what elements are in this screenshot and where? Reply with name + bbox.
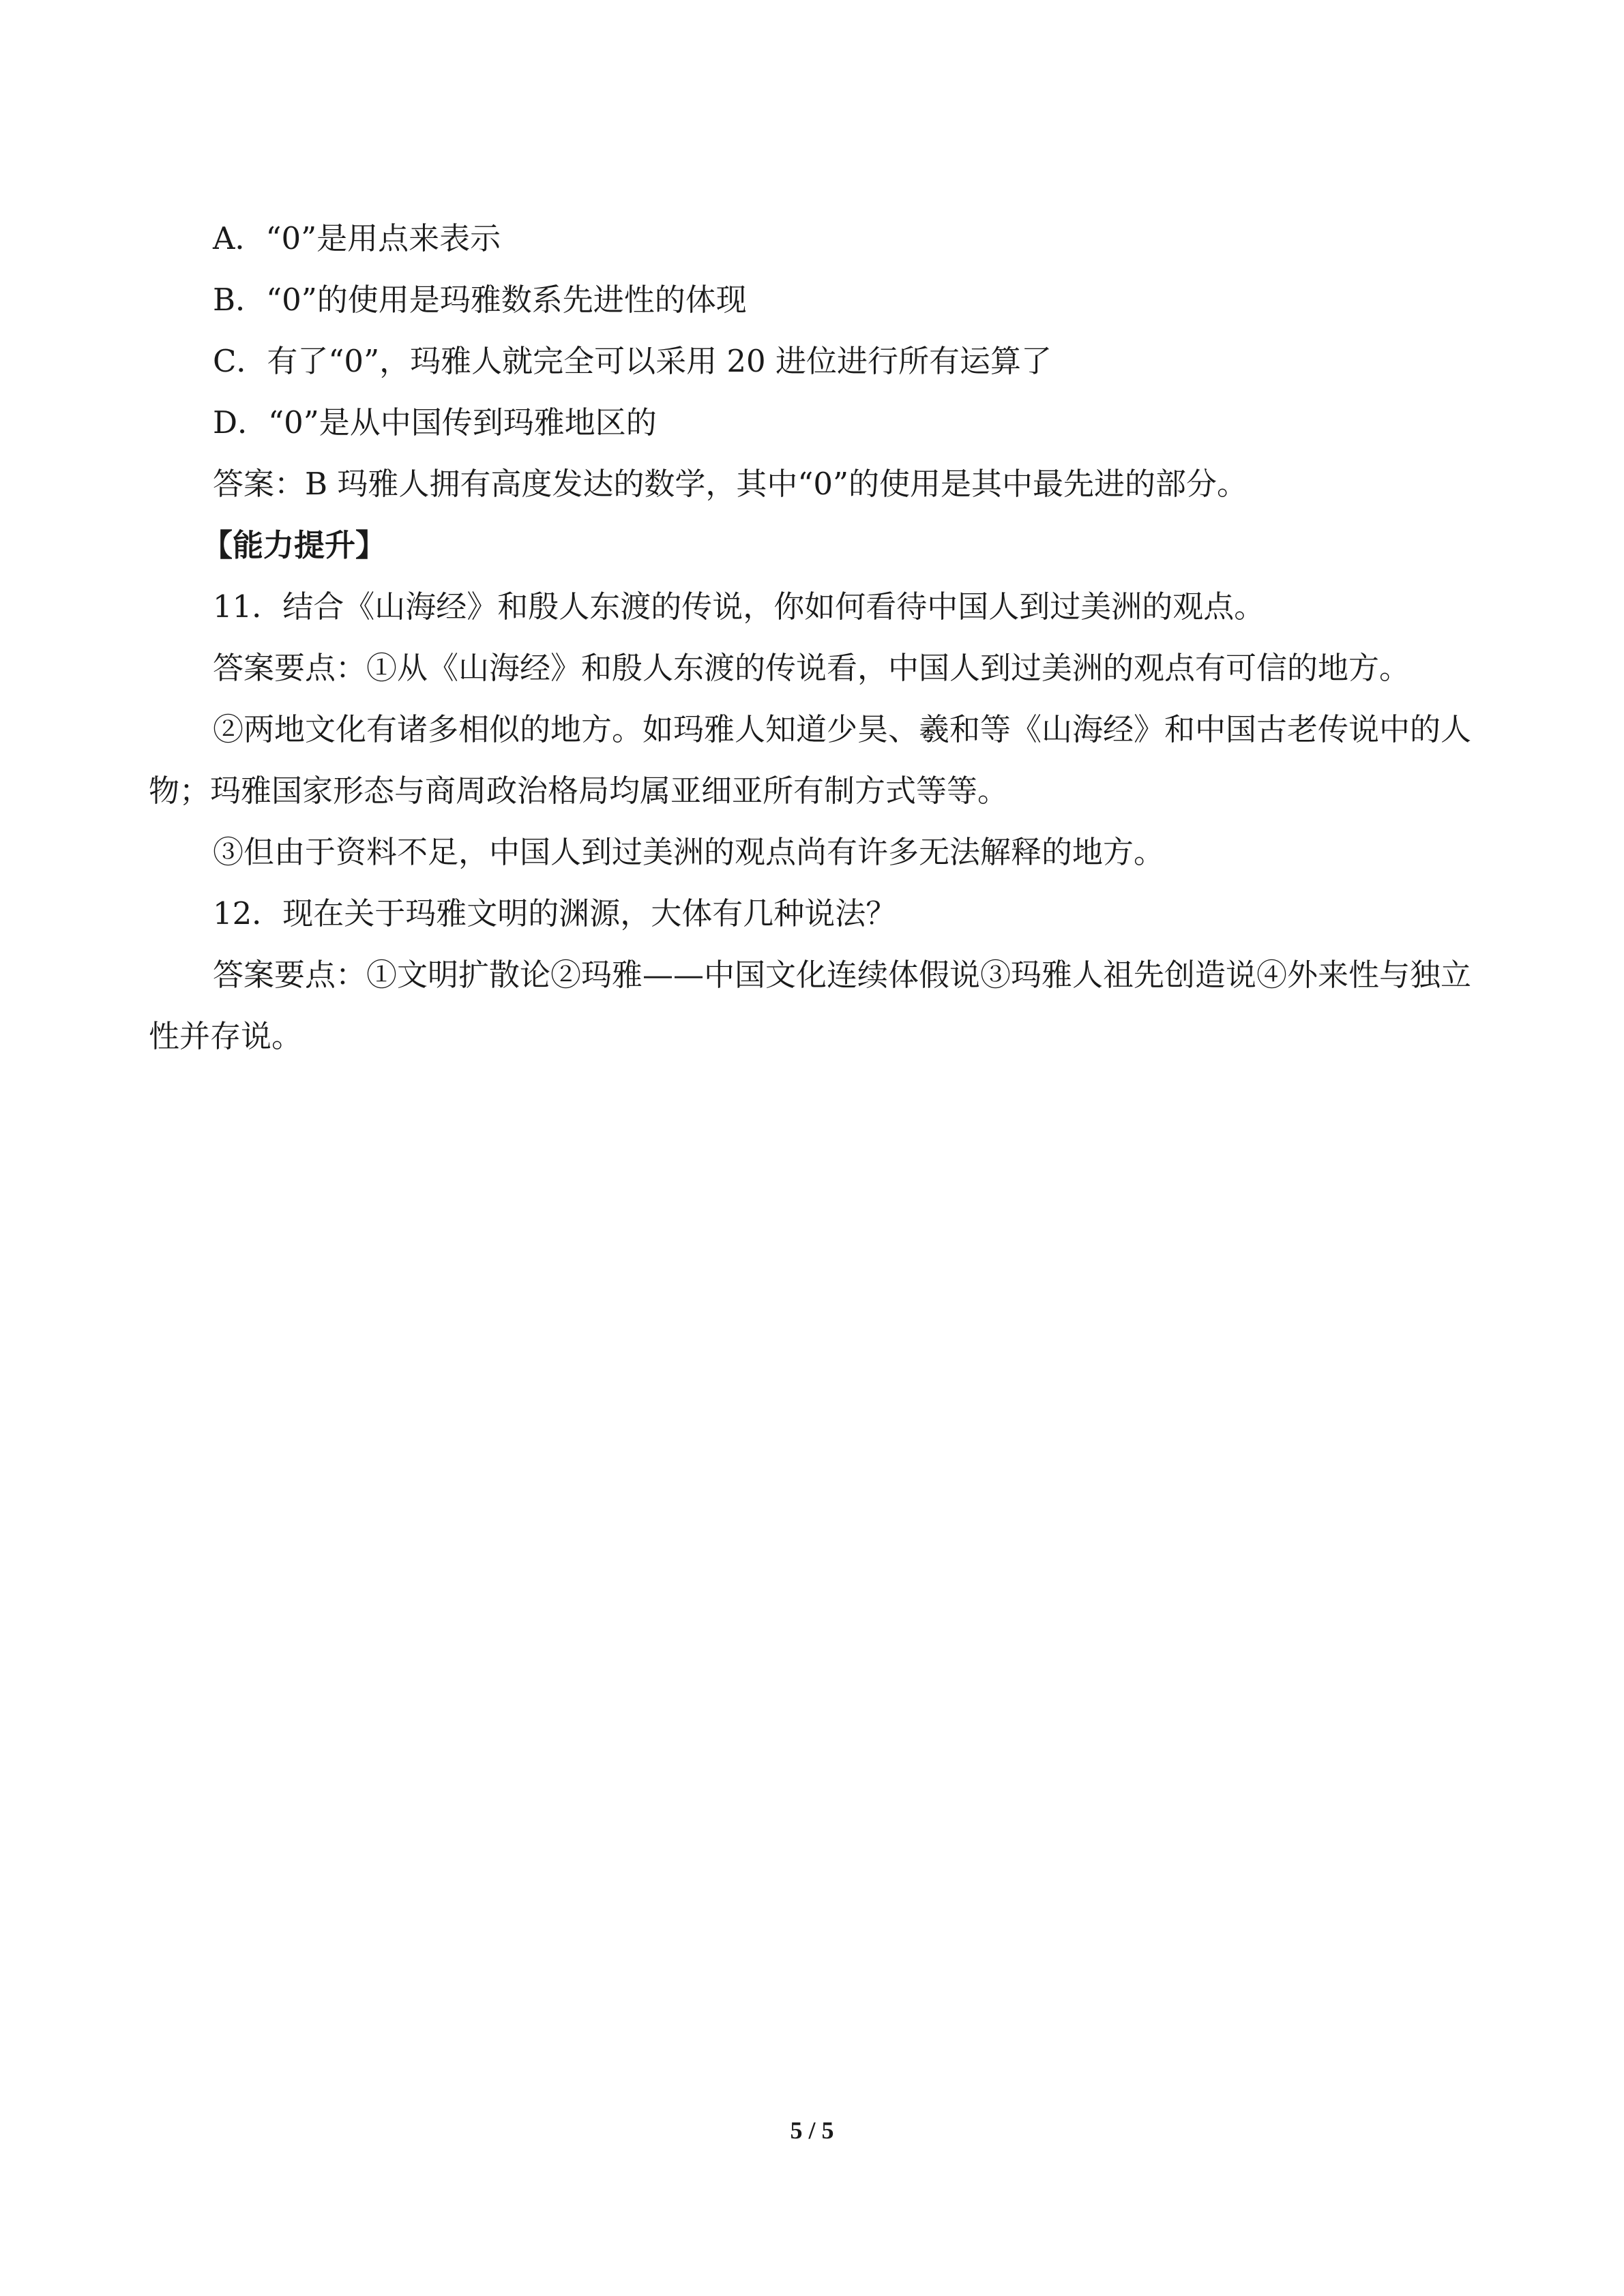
question-11-answer-3: ③但由于资料不足，中国人到过美洲的观点尚有许多无法解释的地方。 <box>213 834 1165 870</box>
question-12-answer: 答案要点：①文明扩散论②玛雅——中国文化连续体假说③玛雅人祖先创造说④外来性与独立性并存说。 <box>149 957 1472 1054</box>
answer-10: 答案：B 玛雅人拥有高度发达的数学，其中“0”的使用是其中最先进的部分。 <box>213 466 1248 502</box>
option-a: A．“0”是用点来表示 <box>213 220 501 256</box>
question-11-answer-1: 答案要点：①从《山海经》和殷人东渡的传说看，中国人到过美洲的观点有可信的地方。 <box>213 650 1411 686</box>
document-body <box>149 208 1479 1067</box>
question-11: 11．结合《山海经》和殷人东渡的传说，你如何看待中国人到过美洲的观点。 <box>213 588 1265 625</box>
option-d: D．“0”是从中国传到玛雅地区的 <box>213 404 657 441</box>
question-12: 12．现在关于玛雅文明的渊源，大体有几种说法？ <box>213 895 897 931</box>
page-number: 5 / 5 <box>790 2117 834 2144</box>
option-c: C．有了“0”，玛雅人就完全可以采用 20 进位进行所有运算了 <box>213 343 1052 379</box>
option-b: B．“0”的使用是玛雅数系先进性的体现 <box>213 282 747 318</box>
question-11-answer-2: ②两地文化有诸多相似的地方。如玛雅人知道少昊、羲和等《山海经》和中国古老传说中的人物；玛雅国家形态与商周政治格局均属亚细亚所有制方式等等。 <box>149 711 1472 809</box>
section-heading: 【能力提升】 <box>202 527 387 563</box>
